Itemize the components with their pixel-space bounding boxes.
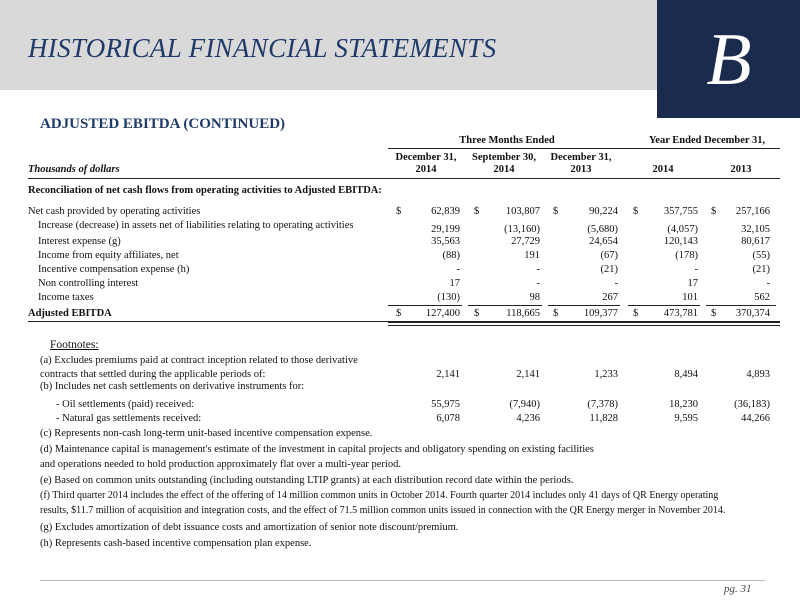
footnote-g: (g) Excludes amortization of debt issuance costs and amortization of senior note discount/premium. (40, 522, 459, 533)
currency-symbol: $ (553, 308, 559, 319)
footer-rule (40, 580, 765, 581)
col-header-4: 2014 (652, 164, 674, 175)
table-cell: (5,680) (587, 224, 618, 235)
table-cell: (55) (752, 250, 770, 261)
footnote-b-oil-label: - Oil settlements (paid) received: (56, 399, 195, 410)
total-rule (388, 305, 462, 306)
table-cell: (88) (442, 250, 460, 261)
total-rule (468, 305, 542, 306)
total-cell: 118,665 (506, 308, 540, 319)
table-cell: - (614, 278, 618, 289)
footnote-cell: 6,078 (436, 413, 460, 424)
footnote-b-gas-label: - Natural gas settlements received: (56, 413, 202, 424)
footnote-cell: (7,940) (509, 399, 540, 410)
footnote-d: and operations needed to hold production approximately flat over a multi-year period. (40, 459, 401, 470)
currency-symbol: $ (711, 206, 717, 217)
table-cell: (178) (675, 250, 698, 261)
group-rule-year-ended (626, 148, 780, 149)
currency-symbol: $ (474, 308, 480, 319)
table-cell: 90,224 (589, 206, 618, 217)
row-label-net-cash: Net cash provided by operating activities (28, 206, 201, 217)
table-cell: (13,160) (504, 224, 540, 235)
units-label: Thousands of dollars (28, 164, 120, 175)
table-cell: 17 (687, 278, 698, 289)
col-header-2-line1: September 30, (472, 152, 536, 163)
table-cell: - (694, 264, 698, 275)
footnote-e: (e) Based on common units outstanding (including outstanding LTIP grants) at each distribution record date within the periods. (40, 475, 574, 486)
footnote-cell: 8,494 (674, 369, 698, 380)
company-logo (657, 0, 800, 118)
table-cell: 191 (524, 250, 540, 261)
footnote-cell: 18,230 (669, 399, 698, 410)
row-label-incentive-comp: Incentive compensation expense (h) (38, 264, 190, 275)
footnote-b: (b) Includes net cash settlements on derivative instruments for: (40, 381, 305, 392)
table-cell: (21) (752, 264, 770, 275)
total-rule (548, 305, 620, 306)
page-number: pg. 31 (724, 583, 752, 595)
total-rule (628, 305, 700, 306)
currency-symbol: $ (396, 206, 402, 217)
reconciliation-label: Reconciliation of net cash flows from operating activities to Adjusted EBITDA: (28, 185, 382, 196)
row-label-increase-decrease: Increase (decrease) in assets net of liabilities relating to operating activities (38, 220, 354, 231)
table-cell: - (456, 264, 460, 275)
col-header-3-line2: 2013 (570, 164, 592, 175)
col-header-5: 2013 (730, 164, 752, 175)
table-cell: 29,199 (431, 224, 460, 235)
group-header-year-ended: Year Ended December 31, (648, 135, 766, 146)
total-rule (706, 305, 776, 306)
footnote-cell: 55,975 (431, 399, 460, 410)
group-header-three-months: Three Months Ended (459, 135, 555, 146)
footnote-cell: 44,266 (741, 413, 770, 424)
footnote-f: (f) Third quarter 2014 includes the effect of the offering of 14 million common units in October 2014. Fourth quarter 2014 includes only 41 days of QR Energy operating (40, 490, 719, 501)
col-header-2-line2: 2014 (493, 164, 515, 175)
footnote-cell: 4,893 (746, 369, 770, 380)
footnote-h: (h) Represents cash-based incentive compensation plan expense. (40, 538, 312, 549)
table-cell: (67) (600, 250, 618, 261)
row-label-income-taxes: Income taxes (38, 292, 94, 303)
table-cell: - (536, 278, 540, 289)
table-cell: 120,143 (663, 236, 698, 247)
footnote-cell: (36,183) (734, 399, 770, 410)
section-title: ADJUSTED EBITDA (CONTINUED) (40, 116, 286, 132)
footnote-a: (a) Excludes premiums paid at contract inception related to those derivative (40, 355, 358, 366)
group-rule-three-months (388, 148, 626, 149)
footnote-cell: 4,236 (516, 413, 540, 424)
page-title: HISTORICAL FINANCIAL STATEMENTS (28, 33, 497, 63)
currency-symbol: $ (474, 206, 480, 217)
table-cell: 257,166 (735, 206, 770, 217)
footnote-cell: 9,595 (674, 413, 698, 424)
total-cell: 109,377 (583, 308, 618, 319)
footnote-a: contracts that settled during the applicable periods of: (40, 369, 266, 380)
total-double-underline (388, 322, 780, 326)
header-rule (28, 178, 780, 179)
table-cell: 101 (682, 292, 698, 303)
footnotes-heading: Footnotes: (50, 339, 99, 351)
currency-symbol: $ (711, 308, 717, 319)
col-header-3-line1: December 31, (550, 152, 612, 163)
table-cell: 32,105 (741, 224, 770, 235)
table-cell: - (536, 264, 540, 275)
table-cell: - (766, 278, 770, 289)
footnote-cell: 11,828 (589, 413, 618, 424)
footnote-cell: (7,378) (587, 399, 618, 410)
total-cell: 370,374 (735, 308, 770, 319)
table-cell: 267 (602, 292, 618, 303)
currency-symbol: $ (396, 308, 402, 319)
table-cell: 562 (754, 292, 770, 303)
row-label-equity-affiliates: Income from equity affiliates, net (38, 250, 179, 261)
table-cell: 35,563 (431, 236, 460, 247)
table-cell: 62,839 (431, 206, 460, 217)
table-cell: 357,755 (663, 206, 698, 217)
currency-symbol: $ (553, 206, 559, 217)
table-cell: (21) (600, 264, 618, 275)
total-cell: 127,400 (425, 308, 460, 319)
currency-symbol: $ (633, 308, 639, 319)
table-cell: 98 (529, 292, 540, 303)
table-cell: (130) (437, 292, 460, 303)
table-cell: 80,617 (741, 236, 770, 247)
row-label-interest-expense: Interest expense (g) (38, 236, 121, 247)
total-label: Adjusted EBITDA (28, 308, 112, 319)
total-cell: 473,781 (663, 308, 698, 319)
footnote-f: results, $11.7 million of acquisition and integration costs, and the effect of 71.5 million common units issued in connection with the QR Energy merger in November 2014. (40, 505, 726, 516)
footnote-cell: 2,141 (436, 369, 460, 380)
table-cell: 24,654 (589, 236, 618, 247)
table-cell: (4,057) (667, 224, 698, 235)
col-header-1-line1: December 31, (395, 152, 457, 163)
svg-text:B: B (706, 19, 752, 101)
footnote-c: (c) Represents non-cash long-term unit-based incentive compensation expense. (40, 428, 373, 439)
footnote-d: (d) Maintenance capital is management's estimate of the investment in capital projects and obligatory spending on existing facilities (40, 444, 594, 455)
footnote-cell: 2,141 (516, 369, 540, 380)
footnote-cell: 1,233 (594, 369, 618, 380)
row-label-noncontrolling: Non controlling interest (38, 278, 139, 289)
table-cell: 27,729 (511, 236, 540, 247)
table-cell: 103,807 (505, 206, 540, 217)
table-cell: 17 (449, 278, 460, 289)
currency-symbol: $ (633, 206, 639, 217)
logo-b-icon (657, 0, 800, 118)
col-header-1-line2: 2014 (415, 164, 437, 175)
